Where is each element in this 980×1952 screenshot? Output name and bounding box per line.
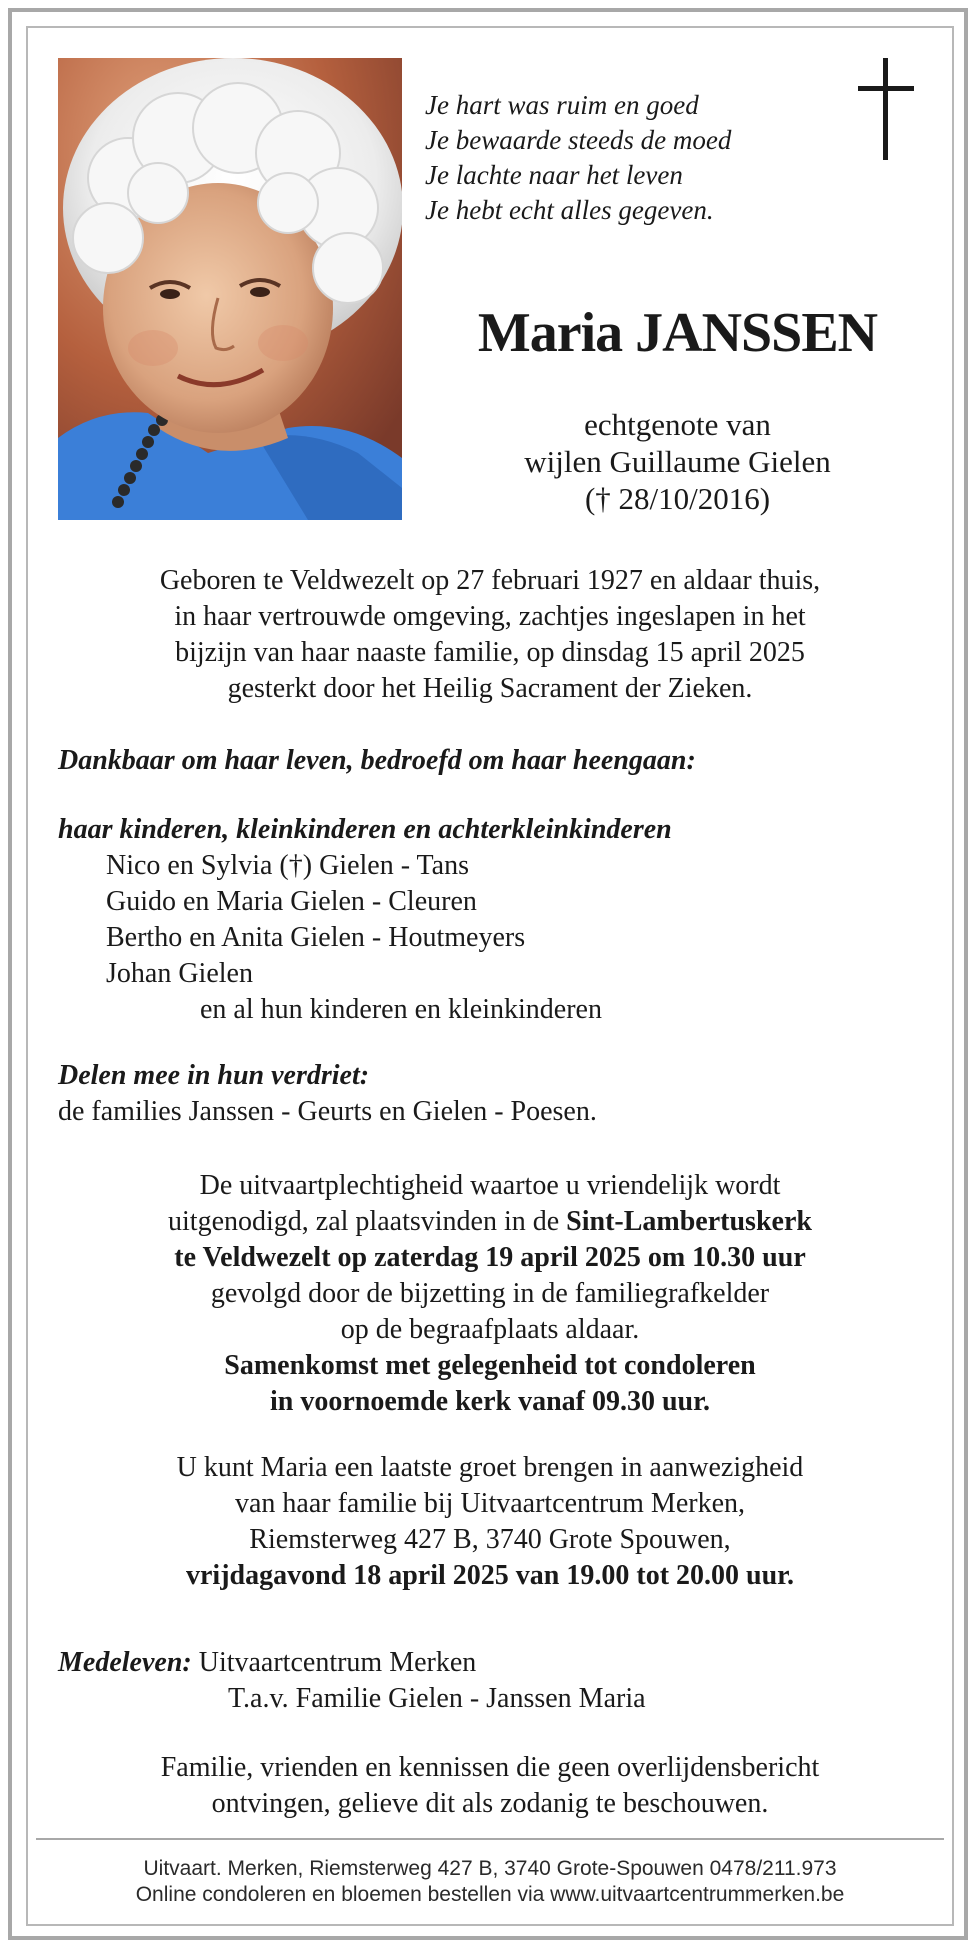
spouse-info (425, 406, 930, 517)
poem-line: Je bewaarde steeds de moed (425, 125, 732, 155)
funeral-line: De uitvaartplechtigheid waartoe u vriendelijk wordt (199, 1170, 781, 1201)
grateful-heading: Dankbaar om haar leven, bedroefd om haar heengaan: (58, 745, 696, 776)
condolence-recipient: Uitvaartcentrum Merken (198, 1647, 477, 1678)
family-heading: haar kinderen, kleinkinderen en achterkleinkinderen (58, 814, 672, 845)
deceased-name: Maria JANSSEN (477, 302, 878, 364)
family-closing: en al hun kinderen en kleinkinderen (200, 994, 602, 1025)
funeral-text: uitgenodigd, zal plaatsvinden in de (168, 1206, 567, 1237)
share-grief-heading: Delen mee in hun verdriet: (58, 1060, 370, 1091)
condolence-attention: T.a.v. Familie Gielen - Janssen Maria (228, 1683, 646, 1714)
latin-cross-icon (858, 58, 914, 160)
funeral-datetime: te Veldwezelt op zaterdag 19 april 2025 om 10.30 uur (174, 1242, 806, 1273)
closing-line: Familie, vrienden en kennissen die geen overlijdensbericht (160, 1752, 820, 1783)
paragraph-line: in haar vertrouwde omgeving, zachtjes ingeslapen in het (174, 601, 806, 632)
paragraph-line: bijzijn van haar naaste familie, op dinsdag 15 april 2025 (175, 637, 805, 668)
portrait-photo (58, 58, 402, 520)
closing-note (40, 1750, 940, 1822)
funeral-line: gevolgd door de bijzetting in de familiegrafkelder (210, 1278, 770, 1309)
funeral-line (40, 1204, 940, 1240)
birth-paragraph (40, 563, 940, 707)
poem-line: Je lachte naar het leven (425, 160, 683, 190)
visitation-line: van haar familie bij Uitvaartcentrum Merken, (234, 1488, 745, 1519)
visitation-datetime: vrijdagavond 18 april 2025 van 19.00 tot 20.00 uur. (185, 1560, 795, 1591)
family-section (58, 812, 938, 1028)
paragraph-line: gesterkt door het Heilig Sacrament der Zieken. (227, 673, 753, 704)
footer (40, 1856, 940, 1908)
condolence-label: Medeleven: (58, 1647, 192, 1678)
paragraph-line: Geboren te Veldwezelt op 27 februari 1927 en aldaar thuis, (159, 565, 821, 596)
condolence-gathering: Samenkomst met gelegenheid tot condoleren (224, 1350, 756, 1381)
footer-divider (36, 1838, 944, 1840)
funeral-section (40, 1168, 940, 1420)
visitation-line: Riemsterweg 427 B, 3740 Grote Spouwen, (249, 1524, 731, 1555)
share-grief-text: de families Janssen - Geurts en Gielen - Poesen. (58, 1096, 597, 1127)
funeral-line: op de begraafplaats aldaar. (340, 1314, 640, 1345)
condolence-address (58, 1645, 938, 1717)
spouse-line: echtgenote van (584, 407, 771, 442)
church-name: Sint-Lambertuskerk (566, 1206, 812, 1237)
visitation-line: U kunt Maria een laatste groet brengen in aanwezigheid (176, 1452, 804, 1483)
condolence-time: in voornoemde kerk vanaf 09.30 uur. (269, 1386, 710, 1417)
spouse-line: wijlen Guillaume Gielen (524, 444, 831, 479)
poem-line: Je hart was ruim en goed (425, 90, 699, 120)
family-member: Guido en Maria Gielen - Cleuren (106, 886, 477, 917)
closing-line: ontvingen, gelieve dit als zodanig te beschouwen. (211, 1788, 769, 1819)
family-member: Bertho en Anita Gielen - Houtmeyers (106, 922, 526, 953)
spouse-line: († 28/10/2016) (584, 481, 771, 516)
share-grief-section (58, 1058, 938, 1130)
family-member: Nico en Sylvia (†) Gielen - Tans (106, 850, 469, 881)
poem (425, 88, 731, 228)
visitation-section (40, 1450, 940, 1594)
family-member: Johan Gielen (106, 958, 253, 989)
footer-website: Online condoleren en bloemen bestellen via www.uitvaartcentrummerken.be (135, 1883, 845, 1906)
footer-address: Uitvaart. Merken, Riemsterweg 427 B, 3740 Grote-Spouwen 0478/211.973 (143, 1857, 837, 1880)
poem-line: Je hebt echt alles gegeven. (425, 195, 714, 225)
